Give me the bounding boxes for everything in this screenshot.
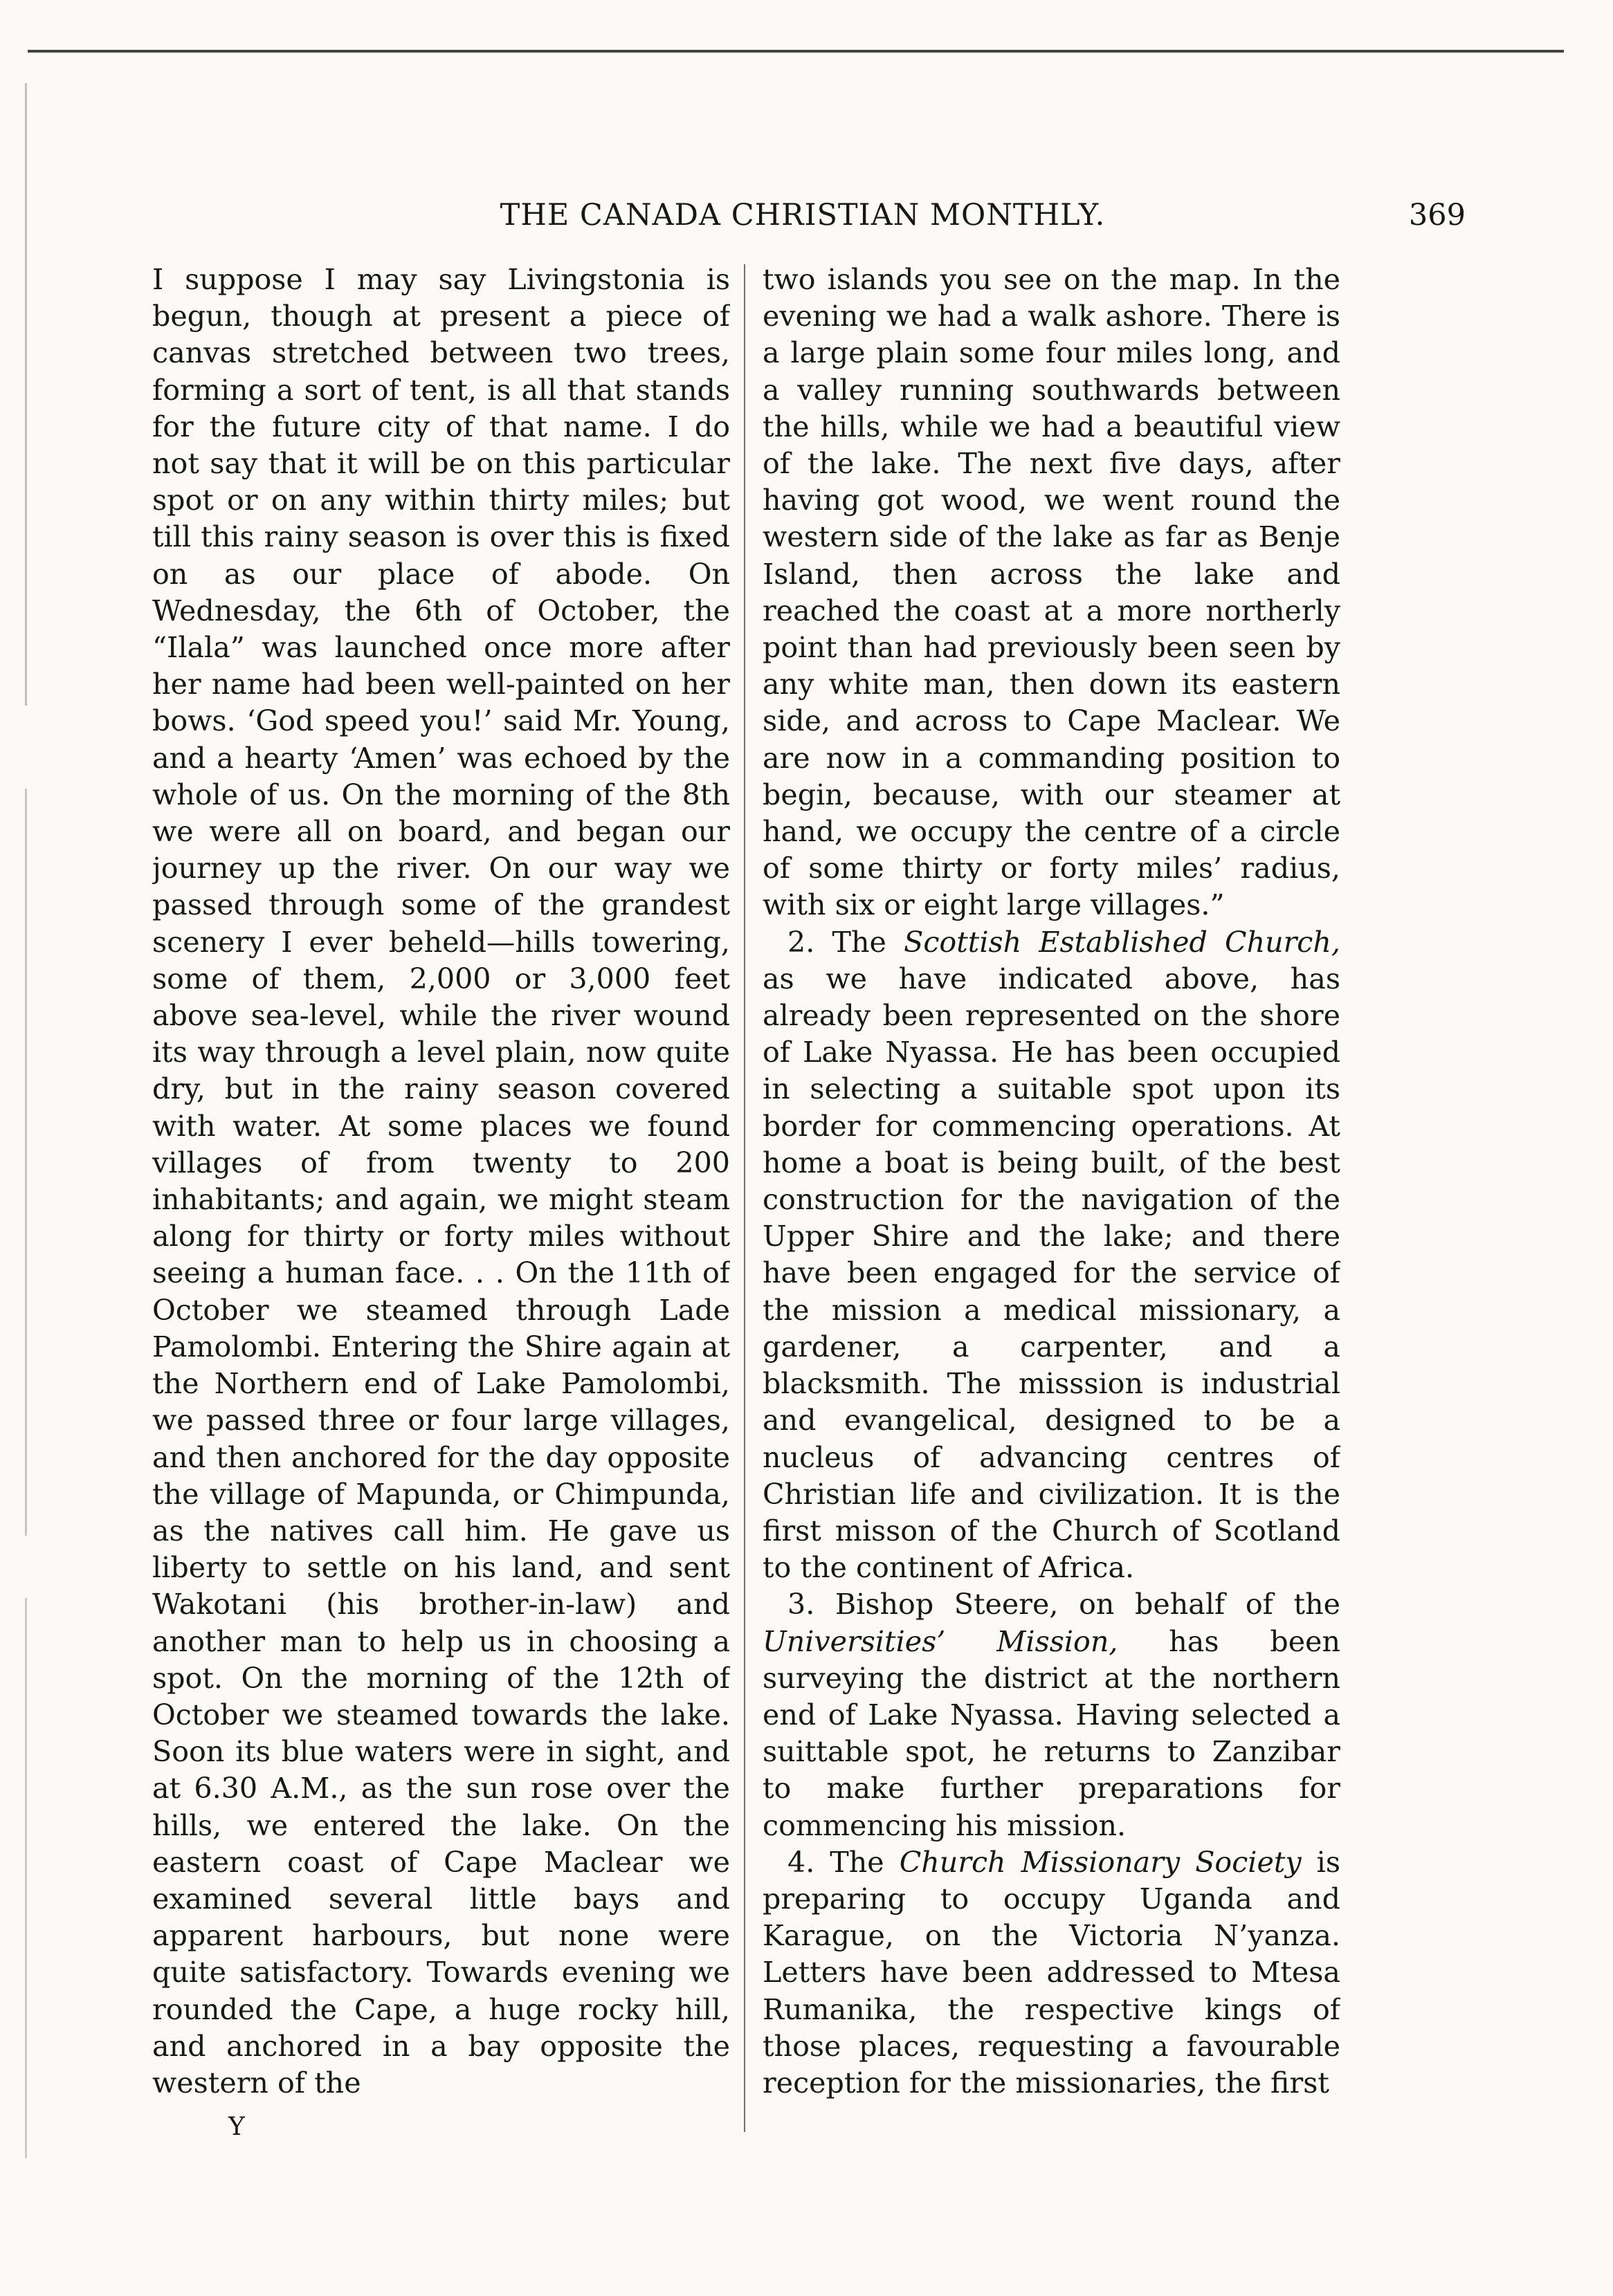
- paragraph-4-rest: is preparing to occupy Uganda and Karague, on the Victoria N’yanza. Letters have been addressed to Mtesa Rumanika, the respective kings of those places, requesting a favourable reception for the missionaries, the first: [763, 1845, 1340, 2100]
- running-head: [185, 198, 1466, 234]
- left-paragraph-1: I suppose I may say Livingstonia is begun, though at present a piece of canvas stretched between two trees, forming a sort of tent, is all that stands for the future city of that name. I do not say that it will be on this particular spot or on any within thirty miles; but till this rainy season is over this is fixed on as our place of abode. On Wednesday, the 6th of October, the “Ilala” was launched once more after her name had been well-painted on her bows. ‘God speed you!’ said Mr. Young, and a hearty ‘Amen’ was echoed by the whole of us. On the morning of the 8th we were all on board, and began our journey up the river. On our way we passed through some of the grandest scenery I ever beheld—hills towering, some of them, 2,000 or 3,000 feet above sea-level, while the river wound its way through a level plain, now quite dry, but in the rainy season covered with water. At some places we found villages of from twenty to 200 inhabitants; and again, we might steam along for thirty or forty miles without seeing a human face. . . On the 11th of October we steamed through Lade Pamolombi. Entering the Shire again at the Northern end of Lake Pamolombi, we passed three or four large villages, and then anchored for the day opposite the village of Mapunda, or Chimpunda, as the natives call him. He gave us liberty to settle on his land, and sent Wakotani (his brother-in-law) and another man to help us in choosing a spot. On the morning of the 12th of October we steamed towards the lake. Soon its blue waters were in sight, and at 6.30 A.M., as the sun rose over the hills, we entered the lake. On the eastern coast of Cape Maclear we examined several little bays and apparent harbours, but none were quite satisfactory. Towards evening we rounded the Cape, a huge rocky hill, and anchored in a bay opposite the western of the: [152, 263, 730, 2100]
- right-paragraph-2: [763, 924, 1340, 1587]
- paragraph-2-lead: 2. The: [787, 925, 904, 959]
- right-paragraph-3: [763, 1586, 1340, 1844]
- paragraph-2-rest: as we have indicated above, has already been represented on the shore of Lake Nyassa. He has been occupied in selecting a suitable spot upon its border for commencing operations. At home a boat is being built, of the best construction for the navigation of the Upper Shire and the lake; and there have been engaged for the service of the mission a medical missionary, a gardener, a carpenter, and a blacksmith. The misssion is industrial and evangelical, designed to be a nucleus of advancing centres of Christian life and civilization. It is the first misson of the Church of Scotland to the continent of Africa.: [763, 962, 1340, 1585]
- journal-title: THE CANADA CHRISTIAN MONTHLY.: [500, 198, 1106, 232]
- binding-edge: [25, 83, 27, 2158]
- left-column: [152, 261, 730, 2136]
- paragraph-3-italic: Universities’ Mission,: [763, 1624, 1118, 1658]
- page-number: 369: [1408, 198, 1466, 232]
- signature-mark: Y: [228, 2113, 245, 2141]
- column-rule: [744, 264, 745, 2132]
- paragraph-3-lead: 3. Bishop Steere, on behalf of the: [787, 1588, 1340, 1622]
- right-column: [763, 261, 1340, 2136]
- right-paragraph-1: two islands you see on the map. In the evening we had a walk ashore. There is a large plain some four miles long, and a valley running southwards between the hills, while we had a beautiful view of the lake. The next five days, after having got wood, we went round the western side of the lake as far as Benje Island, then across the lake and reached the coast at a more northerly point than had previously been seen by any white man, then down its eastern side, and across to Cape Maclear. We are now in a commanding position to begin, because, with our steamer at hand, we occupy the centre of a circle of some thirty or forty miles’ radius, with six or eight large villages.”: [763, 263, 1340, 922]
- top-rule: [28, 50, 1564, 53]
- paragraph-3-rest: has been surveying the district at the northern end of Lake Nyassa. Having selected a suittable spot, he returns to Zanzibar to make further preparations for commencing his mission.: [763, 1624, 1340, 1842]
- paragraph-4-italic: Church Missionary Society: [899, 1845, 1302, 1879]
- right-paragraph-4: [763, 1844, 1340, 2102]
- paragraph-2-italic: Scottish Established Church,: [904, 925, 1340, 959]
- paragraph-4-lead: 4. The: [787, 1845, 900, 1879]
